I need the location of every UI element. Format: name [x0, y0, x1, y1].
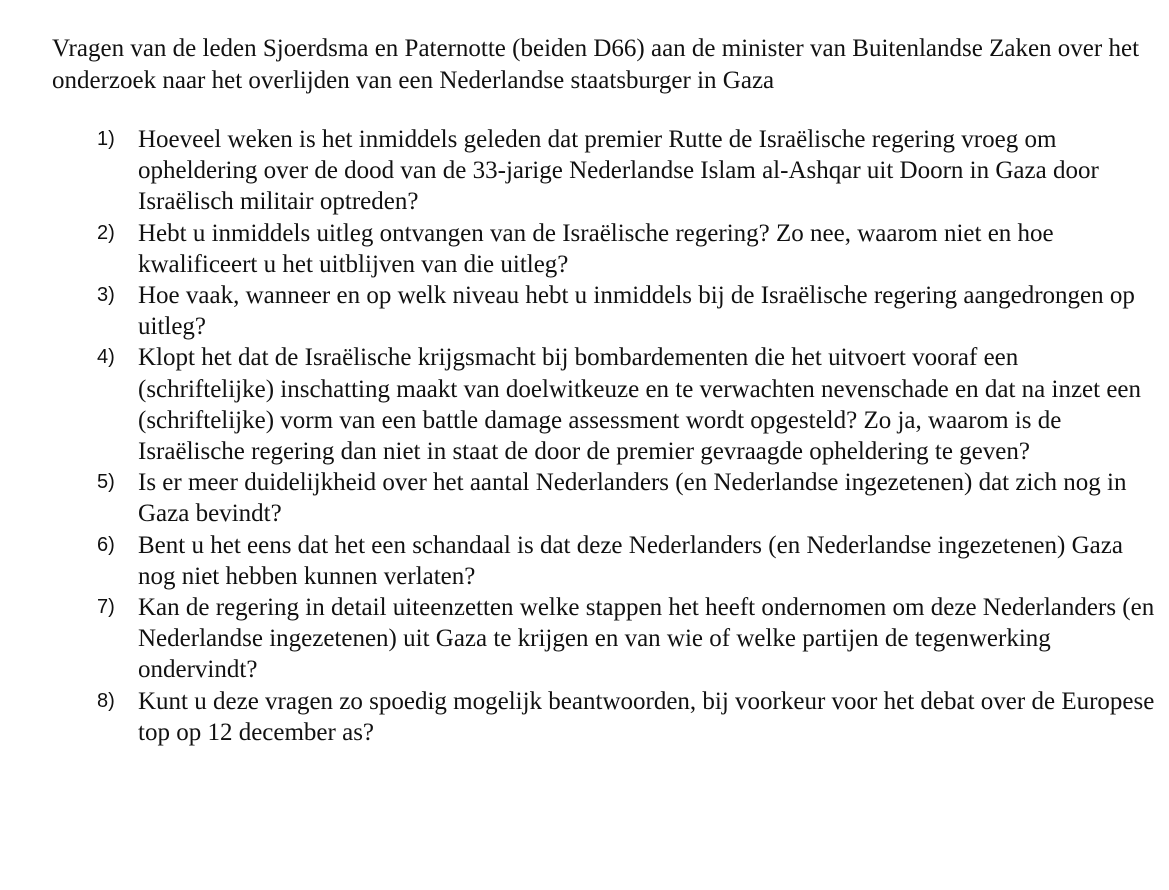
question-item: [0, 280, 1169, 342]
question-item: [0, 467, 1169, 529]
question-number: 3): [97, 284, 115, 307]
question-text: Kunt u deze vragen zo spoedig mogelijk beantwoorden, bij voorkeur voor het debat over de Europese top op 12 december as?: [138, 687, 1155, 746]
question-text: Bent u het eens dat het een schandaal is dat deze Nederlanders (en Nederlandse ingezetenen) Gaza nog niet hebben kunnen verlaten?: [138, 531, 1123, 590]
question-list: [0, 124, 1169, 748]
question-item: [0, 342, 1169, 467]
question-text: Hebt u inmiddels uitleg ontvangen van de Israëlische regering? Zo nee, waarom niet en hoe kwalificeert u het uitblijven van die uitleg?: [138, 219, 1054, 278]
question-text: Hoe vaak, wanneer en op welk niveau hebt u inmiddels bij de Israëlische regering aangedrongen op uitleg?: [138, 282, 1135, 341]
question-text: Kan de regering in detail uiteenzetten welke stappen het heeft ondernomen om deze Nederlanders (en Nederlandse ingezetenen) uit Gaza te krijgen en van wie of welke partijen de tegenwerking ondervindt?: [138, 594, 1155, 684]
question-item: [0, 592, 1169, 686]
question-number: 6): [97, 533, 115, 556]
question-text: Klopt het dat de Israëlische krijgsmacht bij bombardementen die het uitvoert vooraf een (schriftelijke) inschatting maakt van doelwitkeuze en te verwachten nevenschade en dat na inzet een (schriftelijke) vorm van een battle damage assessment wordt opgesteld? Zo ja, waarom is de Israëlische regering dan niet in staat de door de premier gevraagde opheldering te geven?: [138, 344, 1142, 466]
question-number: 7): [97, 596, 115, 619]
question-number: 8): [97, 689, 115, 712]
question-item: [0, 530, 1169, 592]
question-item: [0, 686, 1169, 748]
question-item: [0, 124, 1169, 218]
document-intro: Vragen van de leden Sjoerdsma en Paternotte (beiden D66) aan de minister van Buitenlandse Zaken over het onderzoek naar het overlijden van een Nederlandse staatsburger in Gaza: [52, 35, 1140, 94]
question-number: 5): [97, 471, 115, 494]
question-number: 2): [97, 221, 115, 244]
question-text: Is er meer duidelijkheid over het aantal Nederlanders (en Nederlandse ingezetenen) dat zich nog in Gaza bevindt?: [138, 469, 1127, 528]
question-text: Hoeveel weken is het inmiddels geleden dat premier Rutte de Israëlische regering vroeg om opheldering over de dood van de 33-jarige Nederlandse Islam al-Ashqar uit Doorn in Gaza door Israëlisch militair optreden?: [138, 126, 1099, 216]
question-number: 4): [97, 346, 115, 369]
question-number: 1): [97, 128, 115, 150]
question-item: [0, 218, 1169, 280]
